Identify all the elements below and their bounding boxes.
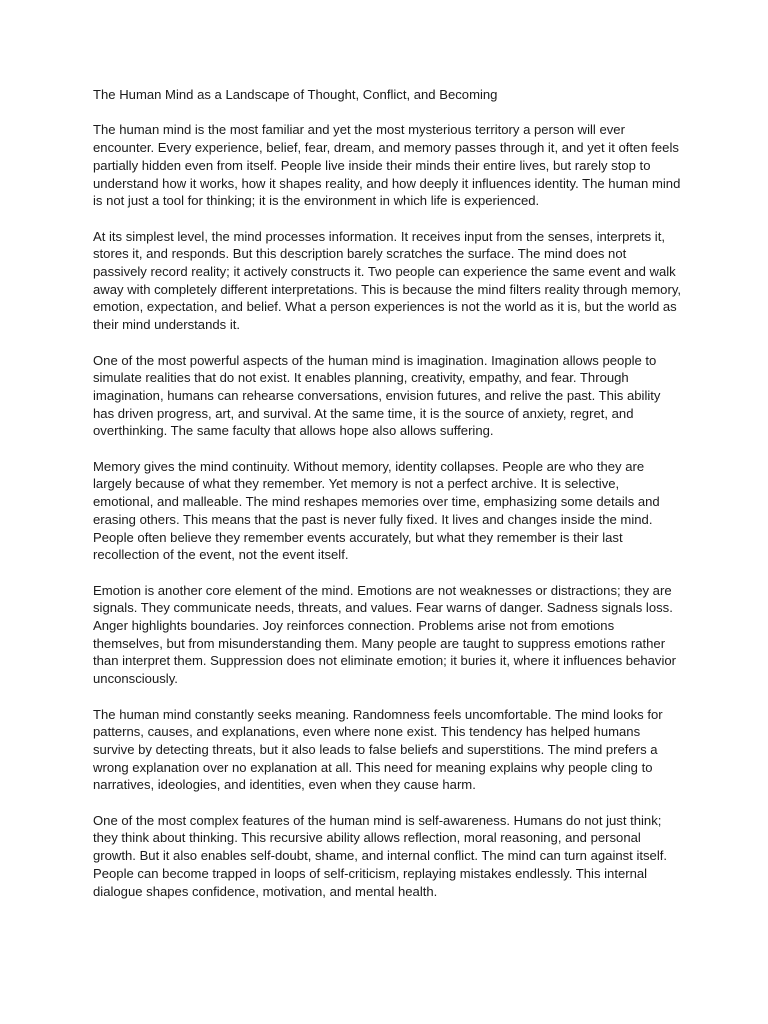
paragraph-6: The human mind constantly seeks meaning. Randomness feels uncomfortable. The mind looks for patterns, causes, and explanations, even where none exist. This tendency has helped humans survive by detecting threats, but it also leads to false beliefs and superstitions. The mind prefers a wrong explanation over no explanation at all. This need for meaning explains why people cling to narratives, ideologies, and identities, even when they cause harm. <box>93 706 663 793</box>
paragraph-2: At its simplest level, the mind processes information. It receives input from the senses, interprets it, stores it, and responds. But this description barely scratches the surface. The mind does not passively record reality; it actively constructs it. Two people can experience the same event and walk away with completely different interpretations. This is because the mind filters reality through memory, emotion, expectation, and belief. What a person experiences is not the world as it is, but the world as their mind understands it. <box>93 228 682 333</box>
paragraph-4: Memory gives the mind continuity. Without memory, identity collapses. People are who they are largely because of what they remember. Yet memory is not a perfect archive. It is selective, emotional, and malleable. The mind reshapes memories over time, emphasizing some details and erasing others. This means that the past is never fully fixed. It lives and changes inside the mind. People often believe they remember events accurately, but what they remember is their last recollection of the event, not the event itself. <box>93 458 660 563</box>
paragraph-1: The human mind is the most familiar and yet the most mysterious territory a person will ever encounter. Every experience, belief, fear, dream, and memory passes through it, and yet it often feels partially hidden even from itself. People live inside their minds their entire lives, but rarely stop to understand how it works, how it shapes reality, and how deeply it influences identity. The human mind is not just a tool for thinking; it is the environment in which life is experienced. <box>93 122 681 209</box>
paragraph-3: One of the most powerful aspects of the human mind is imagination. Imagination allows people to simulate realities that do not exist. It enables planning, creativity, empathy, and fear. Through imagination, humans can rehearse conversations, envision futures, and relive the past. This ability has driven progress, art, and survival. At the same time, it is the source of anxiety, regret, and overthinking. The same faculty that allows hope also allows suffering. <box>93 352 661 439</box>
document-page <box>93 86 683 918</box>
document-title: The Human Mind as a Landscape of Thought, Conflict, and Becoming <box>93 87 498 102</box>
paragraph-5: Emotion is another core element of the mind. Emotions are not weaknesses or distractions; they are signals. They communicate needs, threats, and values. Fear warns of danger. Sadness signals loss. Anger highlights boundaries. Joy reinforces connection. Problems arise not from emotions themselves, but from misunderstanding them. Many people are taught to suppress emotions rather than interpret them. Suppression does not eliminate emotion; it buries it, where it influences behavior unconsciously. <box>93 582 676 687</box>
paragraph-7: One of the most complex features of the human mind is self-awareness. Humans do not just think; they think about thinking. This recursive ability allows reflection, moral reasoning, and personal growth. But it also enables self-doubt, shame, and internal conflict. The mind can turn against itself. People can become trapped in loops of self-criticism, replaying mistakes endlessly. This internal dialogue shapes confidence, motivation, and mental health. <box>93 812 668 899</box>
